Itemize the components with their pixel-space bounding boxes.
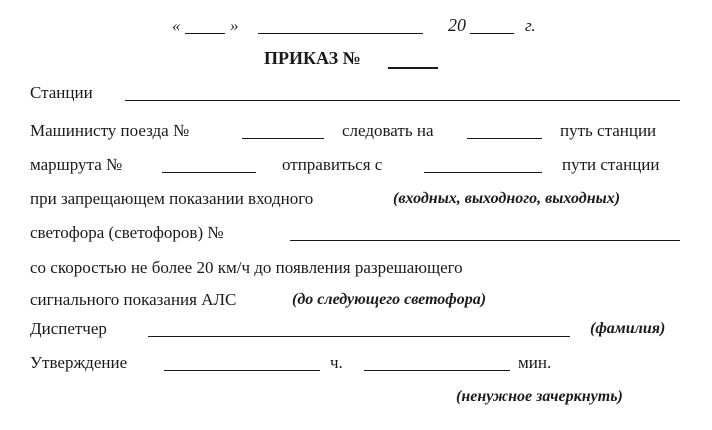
route-number-blank[interactable] bbox=[162, 172, 256, 173]
train-number-blank[interactable] bbox=[242, 138, 324, 139]
follow-track-blank[interactable] bbox=[467, 138, 542, 139]
approval-label: Утверждение bbox=[30, 353, 128, 372]
hours-blank[interactable] bbox=[164, 370, 320, 371]
driver-label: Машинисту поезда № bbox=[30, 121, 190, 140]
station-label: Станции bbox=[30, 83, 93, 102]
follow-label: следовать на bbox=[342, 121, 434, 140]
als-italic: (до следующего светофора) bbox=[292, 291, 487, 308]
month-blank[interactable] bbox=[258, 33, 423, 34]
station-blank[interactable] bbox=[125, 100, 680, 101]
dispatcher-blank[interactable] bbox=[148, 336, 570, 337]
order-title: ПРИКАЗ № bbox=[264, 48, 361, 68]
depart-label: отправиться с bbox=[282, 155, 383, 174]
strike-hint: (ненужное зачеркнуть) bbox=[456, 388, 623, 405]
route-label: маршрута № bbox=[30, 155, 123, 174]
surname-hint: (фамилия) bbox=[590, 320, 666, 337]
signal-options: (входных, выходного, выходных) bbox=[393, 190, 621, 207]
signal-text: при запрещающем показании входного bbox=[30, 189, 314, 208]
hours-label: ч. bbox=[330, 353, 343, 372]
light-label: светофора (светофоров) № bbox=[30, 223, 224, 242]
minutes-label: мин. bbox=[518, 353, 552, 372]
track-station-label: путь станции bbox=[560, 121, 657, 140]
minutes-blank[interactable] bbox=[364, 370, 510, 371]
year-prefix: 20 bbox=[448, 15, 466, 35]
depart-track-blank[interactable] bbox=[424, 172, 542, 173]
light-number-blank[interactable] bbox=[290, 240, 680, 241]
date-quote-close: » bbox=[230, 16, 239, 35]
tracks-station-label: пути станции bbox=[562, 155, 660, 174]
order-number-blank[interactable] bbox=[388, 67, 438, 69]
day-blank[interactable] bbox=[185, 33, 225, 34]
dispatcher-label: Диспетчер bbox=[30, 319, 107, 338]
als-text: сигнального показания АЛС bbox=[30, 290, 237, 309]
speed-text: со скоростью не более 20 км/ч до появления разрешающего bbox=[30, 258, 463, 277]
year-suffix: г. bbox=[525, 16, 536, 35]
year-blank[interactable] bbox=[470, 33, 514, 34]
date-quote-open: « bbox=[172, 16, 181, 35]
